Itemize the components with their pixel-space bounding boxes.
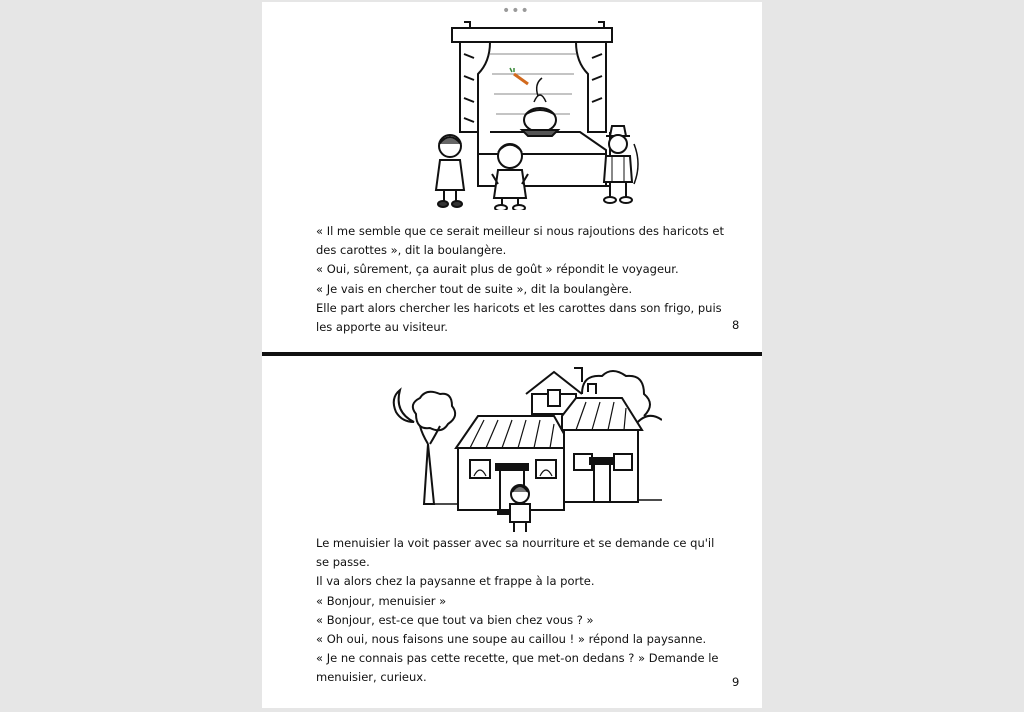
- text-line: « Je ne connais pas cette recette, que met-on dedans ? » Demande le: [316, 651, 719, 666]
- text-line: « Bonjour, menuisier »: [316, 593, 447, 608]
- text-line: « Il me semble que ce serait meilleur si nous rajoutions des haricots et: [316, 224, 724, 238]
- text-line: Il va alors chez la paysanne et frappe à la porte.: [316, 574, 595, 589]
- text-line: « Oh oui, nous faisons une soupe au caillou ! » répond la paysanne.: [316, 632, 707, 647]
- text-line: « Oui, sûrement, ça aurait plus de goût » répondit le voyageur.: [316, 262, 679, 277]
- text-line: menuisier, curieux.: [316, 670, 427, 685]
- text-line: « Bonjour, est-ce que tout va bien chez vous ? »: [316, 612, 594, 627]
- document-page: [262, 2, 762, 708]
- more-horizontal-icon[interactable]: •••: [502, 3, 530, 19]
- text-line: se passe.: [316, 555, 370, 570]
- page-9-text: [316, 534, 736, 688]
- text-line: Elle part alors chercher les haricots et les carottes dans son frigo, puis: [316, 300, 722, 315]
- page-8-text: [316, 222, 736, 337]
- text-line: des carottes », dit la boulangère.: [316, 243, 507, 258]
- text-line: « Je vais en chercher tout de suite », dit la boulangère.: [316, 281, 633, 296]
- fireplace-illustration: [430, 14, 650, 210]
- text-line: Le menuisier la voit passer avec sa nourriture et se demande ce qu'il: [316, 536, 715, 550]
- text-line: les apporte au visiteur.: [316, 320, 448, 335]
- page-divider: [262, 352, 762, 356]
- village-illustration: [386, 364, 662, 534]
- page-number: 9: [732, 675, 740, 689]
- page-number: 8: [732, 318, 740, 332]
